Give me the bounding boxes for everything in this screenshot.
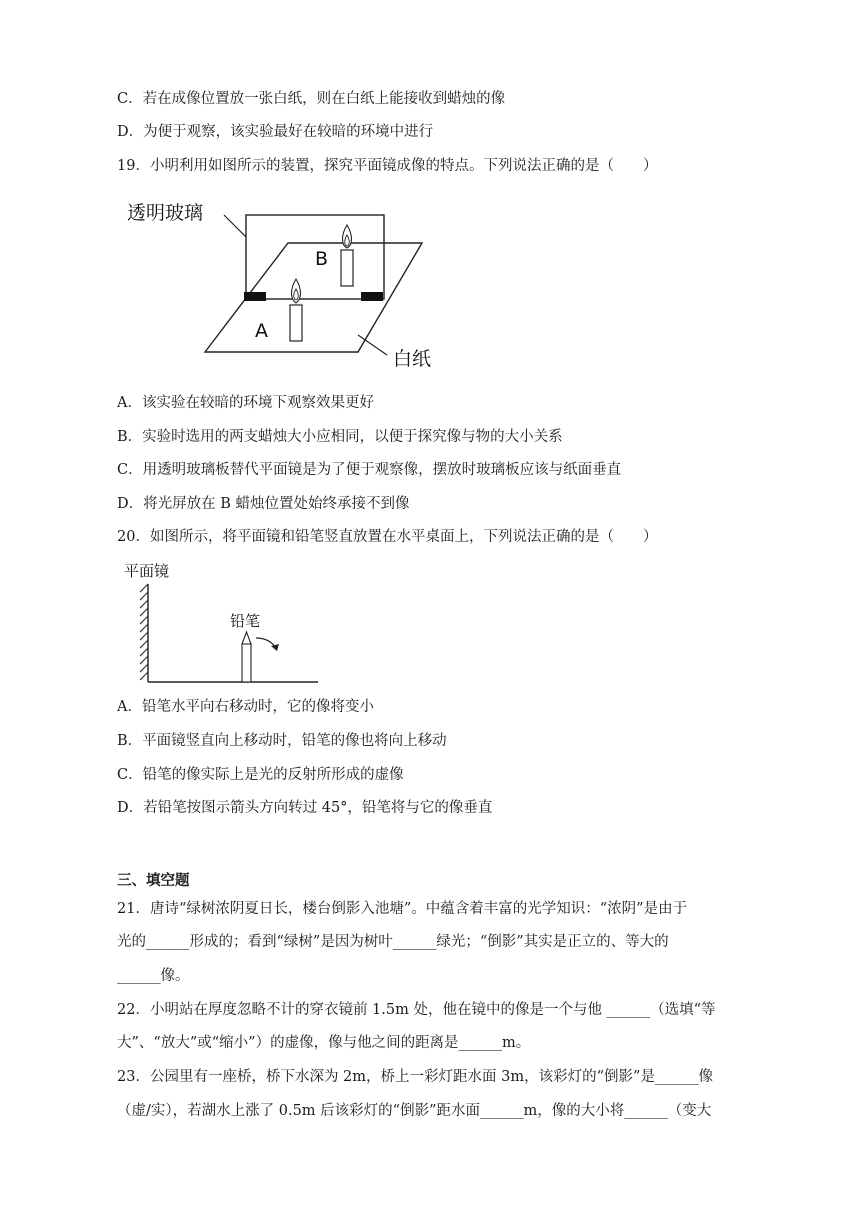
q18-option-c: C．若在成像位置放一张白纸，则在白纸上能接收到蜡烛的像 [117, 91, 506, 107]
q23-line-1: 23．公园里有一座桥，桥下水深为 2m，桥上一彩灯距水面 3m，该彩灯的“倒影”是______像 [117, 1069, 713, 1085]
q19-label-glass: 透明玻璃 [127, 202, 204, 224]
q23-line-2: （虚/实），若湖水上涨了 0.5m 后该彩灯的“倒影”距水面______m，像的大小将______（变大 [117, 1103, 712, 1119]
q18-option-d: D．为便于观察，该实验最好在较暗的环境中进行 [117, 124, 434, 140]
q19-label-paper: 白纸 [393, 348, 432, 370]
q19-option-a: A．该实验在较暗的环境下观察效果更好 [117, 395, 374, 411]
q21-line-1: 21．唐诗“绿树浓阴夏日长，楼台倒影入池塘”。中蕴含着丰富的光学知识：“浓阴”是由于 [117, 901, 688, 917]
q20-option-b: B．平面镜竖直向上移动时，铅笔的像也将向上移动 [117, 733, 447, 749]
q21-line-2: 光的______形成的；看到“绿树”是因为树叶______绿光；“倒影”其实是正立的、等大的 [117, 934, 669, 950]
q20-label-pencil: 铅笔 [230, 612, 261, 630]
q19-option-c: C．用透明玻璃板替代平面镜是为了便于观察像，摆放时玻璃板应该与纸面垂直 [117, 462, 622, 478]
q20-stem: 20．如图所示，将平面镜和铅笔竖直放置在水平桌面上，下列说法正确的是（ ） [117, 529, 658, 545]
q19-label-a: A [255, 320, 268, 342]
q20-option-d: D．若铅笔按图示箭头方向转过 45°，铅笔将与它的像垂直 [117, 800, 493, 816]
q19-figure-candle-mirror [125, 195, 445, 375]
q19-stem: 19．小明利用如图所示的装置，探究平面镜成像的特点。下列说法正确的是（ ） [117, 158, 658, 174]
q20-figure-mirror-pencil [118, 560, 328, 690]
q20-option-c: C．铅笔的像实际上是光的反射所形成的虚像 [117, 767, 404, 783]
section-heading-fill-in: 三、填空题 [117, 872, 190, 889]
q22-line-1: 22．小明站在厚度忽略不计的穿衣镜前 1.5m 处，他在镜中的像是一个与他 ______（选填“等 [117, 1002, 716, 1018]
q20-label-mirror: 平面镜 [124, 562, 170, 580]
q21-line-3: ______像。 [117, 968, 190, 984]
q20-option-a: A．铅笔水平向右移动时，它的像将变小 [117, 699, 374, 715]
q19-option-d: D．将光屏放在 B 蜡烛位置处始终承接不到像 [117, 496, 410, 512]
q19-label-b: B [315, 248, 329, 270]
q19-option-b: B．实验时选用的两支蜡烛大小应相同，以便于探究像与物的大小关系 [117, 429, 563, 445]
q22-line-2: 大”、“放大”或“缩小”）的虚像，像与他之间的距离是______m。 [117, 1035, 531, 1051]
